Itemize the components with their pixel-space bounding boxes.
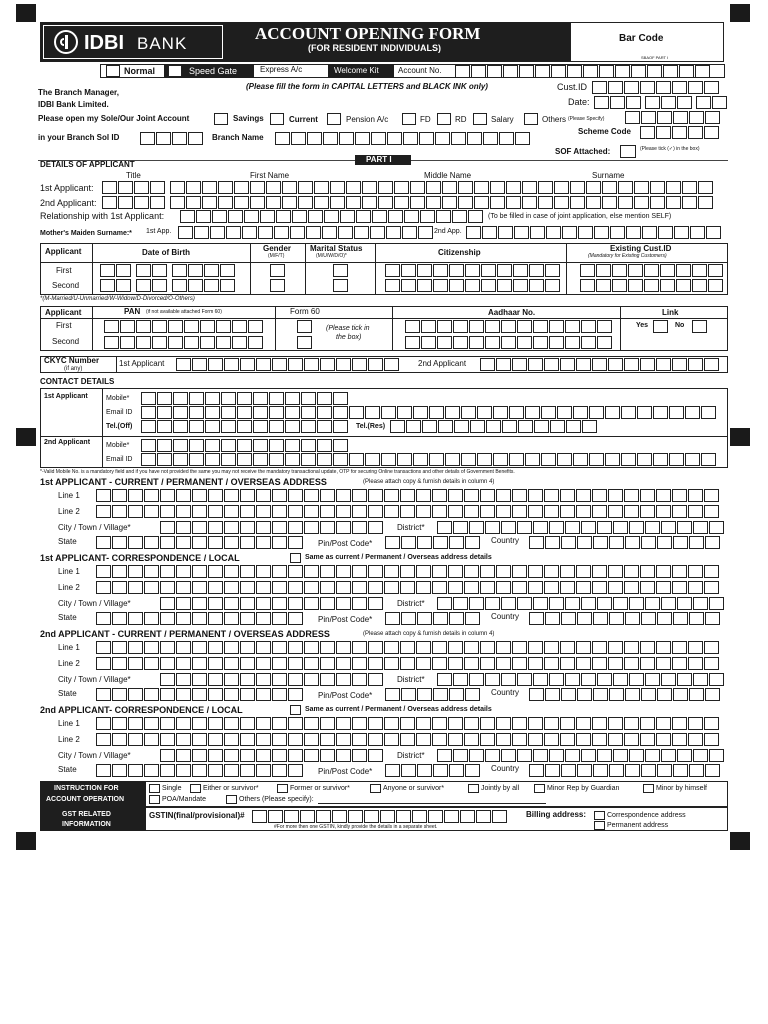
line1-label: Line 1	[58, 491, 80, 500]
account-request: Please open my Sole/Our Joint Account	[38, 114, 190, 123]
contact-footnote: *-Valid Mobile No. is a mandatory field and if you have not provided the same you may not receive the mandatory transactional update, OTP for securing Online transactions and other details of Government Benefits.	[40, 469, 515, 475]
gst-note: #For more then one GSTIN, kindly provide the details in a separate sheet.	[274, 824, 438, 830]
city-boxes[interactable]	[160, 673, 384, 686]
col-first-name: First Name	[250, 171, 290, 180]
maiden-second-boxes[interactable]	[466, 226, 722, 239]
cust-id-label: Cust.ID	[557, 82, 588, 92]
cust-id-boxes[interactable]	[592, 81, 720, 94]
billing-perm-checkbox[interactable]	[594, 821, 605, 830]
country-label: Country	[491, 688, 520, 697]
pin-label: Pin/Post Code*	[318, 539, 373, 548]
gstin-boxes[interactable]	[252, 810, 508, 823]
pension-checkbox[interactable]	[327, 113, 341, 125]
maiden-label: Mother's Maiden Surname:*	[40, 230, 132, 237]
pin-label: Pin/Post Code*	[318, 691, 373, 700]
line1-label: Line 1	[58, 643, 80, 652]
line2-boxes[interactable]	[96, 657, 720, 670]
t2-first-form60-box[interactable]	[297, 320, 312, 333]
col-title: Title	[126, 171, 141, 180]
first-mobile-boxes[interactable]	[141, 392, 349, 405]
table-line	[566, 243, 567, 295]
second-email-label: Email ID	[106, 456, 133, 463]
district-boxes[interactable]	[437, 673, 725, 686]
table-line	[392, 306, 393, 351]
city-label: City / Town / Village*	[58, 599, 131, 608]
state-label: State	[58, 537, 77, 546]
form-subtitle: (FOR RESIDENT INDIVIDUALS)	[308, 43, 442, 53]
t1-second-row: Second	[52, 281, 80, 290]
gstin-label: GSTIN(final/provisional)#	[149, 811, 245, 820]
t1-first-dob-boxes[interactable]	[100, 264, 236, 277]
state-boxes[interactable]	[96, 536, 304, 549]
t1-second-citizenship-boxes[interactable]	[385, 279, 561, 292]
billing-corr-label: Correspondence address	[607, 812, 686, 819]
current-checkbox[interactable]	[270, 113, 284, 125]
district-boxes[interactable]	[437, 521, 725, 534]
line1-label: Line 1	[58, 567, 80, 576]
registration-mark	[16, 832, 36, 850]
state-boxes[interactable]	[96, 612, 304, 625]
barcode-label: Bar Code	[619, 33, 664, 44]
t1-first-marital-box[interactable]	[333, 264, 348, 277]
table-line	[620, 306, 621, 351]
address-note: (Please attach copy & furnish details in column 4)	[363, 479, 495, 485]
contact-first-label: 1st Applicant	[44, 393, 88, 400]
part-label-bg	[355, 155, 411, 165]
state-boxes[interactable]	[96, 688, 304, 701]
sof-hint: (Please tick (✓) in the box)	[640, 146, 700, 152]
country-boxes[interactable]	[529, 612, 721, 625]
scheme-code-label: Scheme Code	[578, 127, 631, 136]
relationship-boxes[interactable]	[180, 210, 484, 223]
maiden-second-label: 2nd App.	[434, 228, 462, 235]
gst-label-2: INFORMATION	[62, 821, 111, 828]
col-surname: Surname	[592, 171, 625, 180]
op-others-line[interactable]	[318, 803, 546, 804]
relationship-label: Relationship with 1st Applicant:	[40, 211, 165, 221]
same-as-address-checkbox[interactable]	[290, 553, 301, 563]
registration-mark	[730, 832, 750, 850]
table-line	[116, 356, 117, 373]
branch-name-boxes[interactable]	[275, 132, 531, 145]
barcode-area	[570, 22, 724, 62]
op-others-checkbox[interactable]	[226, 795, 237, 804]
t2-first-pan-boxes[interactable]	[104, 320, 264, 333]
second-mobile-label: Mobile*	[106, 442, 130, 449]
table-line	[305, 243, 306, 295]
table-line	[40, 262, 728, 263]
t2-tick-hint-2: the box)	[336, 334, 362, 341]
billing-perm-label: Permanent address	[607, 822, 669, 829]
first-applicant-label: 1st Applicant:	[40, 183, 94, 193]
pin-boxes[interactable]	[385, 612, 481, 625]
savings-label: Savings	[233, 114, 264, 123]
second-applicant-name-boxes[interactable]	[102, 196, 714, 209]
t2-link-yes-box[interactable]	[653, 320, 668, 333]
t2-second-form60-box[interactable]	[297, 336, 312, 349]
city-label: City / Town / Village*	[58, 523, 131, 532]
savings-checkbox[interactable]	[214, 113, 228, 125]
relationship-note: (To be filled in case of joint application, else mention SELF)	[488, 213, 672, 220]
op-jointly-label: Jointly by all	[481, 785, 520, 792]
district-label: District*	[397, 599, 425, 608]
op-anyone-checkbox[interactable]	[370, 784, 381, 793]
same-as-address-label: Same as current / Permanent / Overseas address details	[305, 554, 492, 561]
state-label: State	[58, 613, 77, 622]
t2-first-aadhaar-boxes[interactable]	[405, 320, 613, 333]
bank-logo	[43, 25, 223, 59]
op-jointly-checkbox[interactable]	[468, 784, 479, 793]
table-line	[102, 388, 103, 468]
gst-label-bg	[40, 807, 146, 831]
t1-existing-hint: (Mandatory for Existing Customers)	[588, 253, 667, 259]
op-poa-checkbox[interactable]	[149, 795, 160, 804]
col-middle-name: Middle Name	[424, 171, 472, 180]
registration-mark	[730, 4, 750, 22]
state-label: State	[58, 689, 77, 698]
t1-second-dob-boxes[interactable]	[100, 279, 236, 292]
others-hint: (Please Specify)	[568, 116, 605, 122]
line1-boxes[interactable]	[96, 641, 720, 654]
same-as-address-checkbox[interactable]	[290, 705, 301, 715]
idbi-emblem-icon	[54, 30, 78, 54]
t2-no-label: No	[675, 322, 685, 329]
district-label: District*	[397, 675, 425, 684]
ckyc-hint: (if any)	[64, 366, 83, 372]
country-label: Country	[491, 612, 520, 621]
country-boxes[interactable]	[529, 688, 721, 701]
table-line	[92, 306, 93, 351]
city-label: City / Town / Village*	[58, 751, 131, 760]
address-title: 1st APPLICANT - CURRENT / PERMANENT / OVERSEAS ADDRESS	[40, 477, 327, 487]
city-boxes[interactable]	[160, 749, 384, 762]
t2-second-row: Second	[52, 337, 80, 346]
table-line	[92, 243, 93, 295]
t1-second-cust-id-boxes[interactable]	[580, 279, 724, 292]
first-tel-res-label: Tel.(Res)	[356, 423, 386, 430]
ckyc-second-label: 2nd Applicant	[418, 359, 467, 368]
pin-label: Pin/Post Code*	[318, 767, 373, 776]
op-single-label: Single	[162, 785, 182, 792]
op-poa-label: POA/Mandate	[162, 796, 206, 803]
t2-second-aadhaar-boxes[interactable]	[405, 336, 613, 349]
t2-first-row: First	[56, 321, 72, 330]
country-label: Country	[491, 764, 520, 773]
sof-attached-label: SOF Attached:	[555, 147, 611, 156]
t2-second-pan-boxes[interactable]	[104, 336, 264, 349]
marital-footnote: *(M-Married/U-Unmarried/W-Widow/D-Divorced/O-Others)	[40, 296, 195, 302]
operation-label-2: ACCOUNT OPERATION	[46, 796, 125, 803]
pin-boxes[interactable]	[385, 536, 481, 549]
salary-checkbox[interactable]	[473, 113, 487, 125]
bank-suffix: BANK	[137, 34, 188, 53]
t2-pan-hint: (if not available attached Form 60)	[146, 309, 222, 315]
table-line	[40, 318, 728, 319]
addressee-line-2: IDBI Bank Limited.	[38, 100, 109, 109]
op-minor-guardian-label: Minor Rep by Guardian	[547, 785, 620, 792]
branch-sol-label: in your Branch Sol ID	[38, 133, 120, 142]
address-title: 1st APPLICANT- CORRESPONDENCE / LOCAL	[40, 553, 240, 563]
line1-boxes[interactable]	[96, 489, 720, 502]
pin-boxes[interactable]	[385, 688, 481, 701]
op-either-checkbox[interactable]	[190, 784, 201, 793]
speed-gate-checkbox[interactable]	[168, 65, 182, 77]
first-email-label: Email ID	[106, 409, 133, 416]
line2-label: Line 2	[58, 735, 80, 744]
district-boxes[interactable]	[437, 749, 725, 762]
fd-checkbox[interactable]	[402, 113, 416, 125]
t1-gender-hint: (M/F/T)	[268, 253, 285, 259]
t1-first-gender-box[interactable]	[270, 264, 285, 277]
form-code: SBAOF PART I	[641, 55, 669, 60]
address-note: (Please attach copy & furnish details in column 4)	[363, 631, 495, 637]
t1-citizenship-header: Citizenship	[438, 248, 481, 257]
t2-pan-header: PAN	[124, 307, 141, 316]
t1-first-cust-id-boxes[interactable]	[580, 264, 724, 277]
table-line	[250, 243, 251, 295]
first-tel-off-label: Tel.(Off)	[106, 423, 133, 430]
t2-applicant-header: Applicant	[45, 308, 82, 317]
express-label: Express A/c	[260, 65, 303, 74]
welcome-kit-label: Welcome Kit	[334, 66, 379, 75]
speed-gate-label: Speed Gate	[189, 66, 238, 76]
branch-name-label: Branch Name	[212, 133, 264, 142]
fd-label: FD	[420, 115, 431, 124]
contact-section-title: CONTACT DETAILS	[40, 377, 115, 386]
pin-boxes[interactable]	[385, 764, 481, 777]
others-label: Others	[542, 115, 567, 124]
second-email-boxes[interactable]	[141, 453, 717, 466]
line1-boxes[interactable]	[96, 565, 720, 578]
state-boxes[interactable]	[96, 764, 304, 777]
city-label: City / Town / Village*	[58, 675, 131, 684]
gst-label-1: GST RELATED	[62, 811, 111, 818]
line1-boxes[interactable]	[96, 717, 720, 730]
operation-label-bg	[40, 781, 146, 807]
t1-gender-header: Gender	[263, 244, 292, 253]
form-title: ACCOUNT OPENING FORM	[255, 24, 481, 43]
registration-mark	[730, 428, 750, 446]
account-no-label: Account No.	[398, 66, 442, 75]
applicant-section-title: DETAILS OF APPLICANT	[40, 160, 135, 169]
line2-boxes[interactable]	[96, 581, 720, 594]
t1-applicant-header: Applicant	[45, 247, 82, 256]
t1-second-gender-box[interactable]	[270, 279, 285, 292]
rd-label: RD	[455, 115, 467, 124]
t2-yes-label: Yes	[636, 322, 649, 329]
t1-marital-hint: (M/U/W/D/O)*	[316, 253, 347, 259]
normal-label: Normal	[124, 66, 156, 76]
table-line	[275, 306, 276, 351]
op-anyone-label: Anyone or survivor*	[383, 785, 445, 792]
first-tel-off-boxes[interactable]	[141, 420, 349, 433]
country-boxes[interactable]	[529, 536, 721, 549]
maiden-first-label: 1st App.	[146, 228, 172, 235]
op-single-checkbox[interactable]	[149, 784, 160, 793]
salary-label: Salary	[491, 115, 514, 124]
city-boxes[interactable]	[160, 521, 384, 534]
t1-existing-header: Existing Cust.ID	[610, 244, 672, 253]
line2-boxes[interactable]	[96, 505, 720, 518]
first-mobile-label: Mobile*	[106, 395, 130, 402]
sof-checkbox[interactable]	[620, 145, 636, 158]
line2-label: Line 2	[58, 583, 80, 592]
registration-mark	[16, 4, 36, 22]
line2-label: Line 2	[58, 507, 80, 516]
fill-instruction: (Please fill the form in CAPITAL LETTERS and BLACK INK only)	[246, 82, 488, 91]
t2-link-header: Link	[662, 308, 679, 317]
date-boxes[interactable]	[594, 96, 728, 109]
others-specify-boxes[interactable]	[625, 111, 721, 124]
country-boxes[interactable]	[529, 764, 721, 777]
district-label: District*	[397, 523, 425, 532]
ckyc-label: CKYC Number	[44, 356, 100, 365]
second-mobile-boxes[interactable]	[141, 439, 349, 452]
first-applicant-name-boxes[interactable]	[102, 181, 714, 194]
country-label: Country	[491, 536, 520, 545]
line2-boxes[interactable]	[96, 733, 720, 746]
ckyc-second-boxes[interactable]	[480, 358, 720, 371]
line1-label: Line 1	[58, 719, 80, 728]
pin-label: Pin/Post Code*	[318, 615, 373, 624]
state-label: State	[58, 765, 77, 774]
scheme-code-boxes[interactable]	[640, 126, 720, 139]
second-applicant-label: 2nd Applicant:	[40, 198, 97, 208]
op-minor-guardian-checkbox[interactable]	[534, 784, 545, 793]
t1-dob-header: Date of Birth	[142, 248, 190, 257]
line2-label: Line 2	[58, 659, 80, 668]
rd-checkbox[interactable]	[437, 113, 451, 125]
t2-tick-hint-1: (Please tick in	[326, 325, 370, 332]
contact-second-label: 2nd Applicant	[44, 439, 91, 446]
op-former-checkbox[interactable]	[277, 784, 288, 793]
district-label: District*	[397, 751, 425, 760]
operation-label-1: INSTRUCTION FOR	[54, 785, 119, 792]
t1-second-marital-box[interactable]	[333, 279, 348, 292]
t1-first-row: First	[56, 266, 72, 275]
op-either-label: Either or survivor*	[203, 785, 259, 792]
op-minor-self-checkbox[interactable]	[643, 784, 654, 793]
registration-mark	[16, 428, 36, 446]
t2-form60-header: Form 60	[290, 307, 320, 316]
date-label: Date:	[568, 97, 590, 107]
address-title: 2nd APPLICANT- CORRESPONDENCE / LOCAL	[40, 705, 243, 715]
table-line	[40, 436, 728, 437]
branch-sol-boxes[interactable]	[140, 132, 204, 145]
address-title: 2nd APPLICANT - CURRENT / PERMANENT / OVERSEAS ADDRESS	[40, 629, 330, 639]
op-minor-self-label: Minor by himself	[656, 785, 707, 792]
pension-label: Pension A/c	[346, 115, 389, 124]
bank-name: IDBI	[84, 32, 124, 54]
maiden-first-boxes[interactable]	[178, 226, 434, 239]
ckyc-first-boxes[interactable]	[176, 358, 400, 371]
t1-marital-header: Marital Status	[310, 244, 363, 253]
district-boxes[interactable]	[437, 597, 725, 610]
table-line	[375, 243, 376, 295]
addressee-line-1: The Branch Manager,	[38, 88, 119, 97]
op-former-label: Former or survivor*	[290, 785, 350, 792]
t2-aadhaar-header: Aadhaar No.	[488, 308, 536, 317]
same-as-address-label: Same as current / Permanent / Overseas address details	[305, 706, 492, 713]
first-email-boxes[interactable]	[141, 406, 717, 419]
current-label: Current	[289, 115, 318, 124]
op-others-label: Others (Please specify):	[239, 796, 314, 803]
city-boxes[interactable]	[160, 597, 384, 610]
ckyc-first-label: 1st Applicant	[119, 359, 165, 368]
account-no-boxes[interactable]	[455, 65, 711, 78]
normal-checkbox[interactable]	[106, 65, 120, 77]
t2-link-no-box[interactable]	[692, 320, 707, 333]
first-tel-res-boxes[interactable]	[390, 420, 598, 433]
others-checkbox[interactable]	[524, 113, 538, 125]
part-label: PART I	[366, 155, 392, 164]
billing-corr-checkbox[interactable]	[594, 811, 605, 820]
billing-label: Billing address:	[526, 810, 587, 819]
t1-first-citizenship-boxes[interactable]	[385, 264, 561, 277]
